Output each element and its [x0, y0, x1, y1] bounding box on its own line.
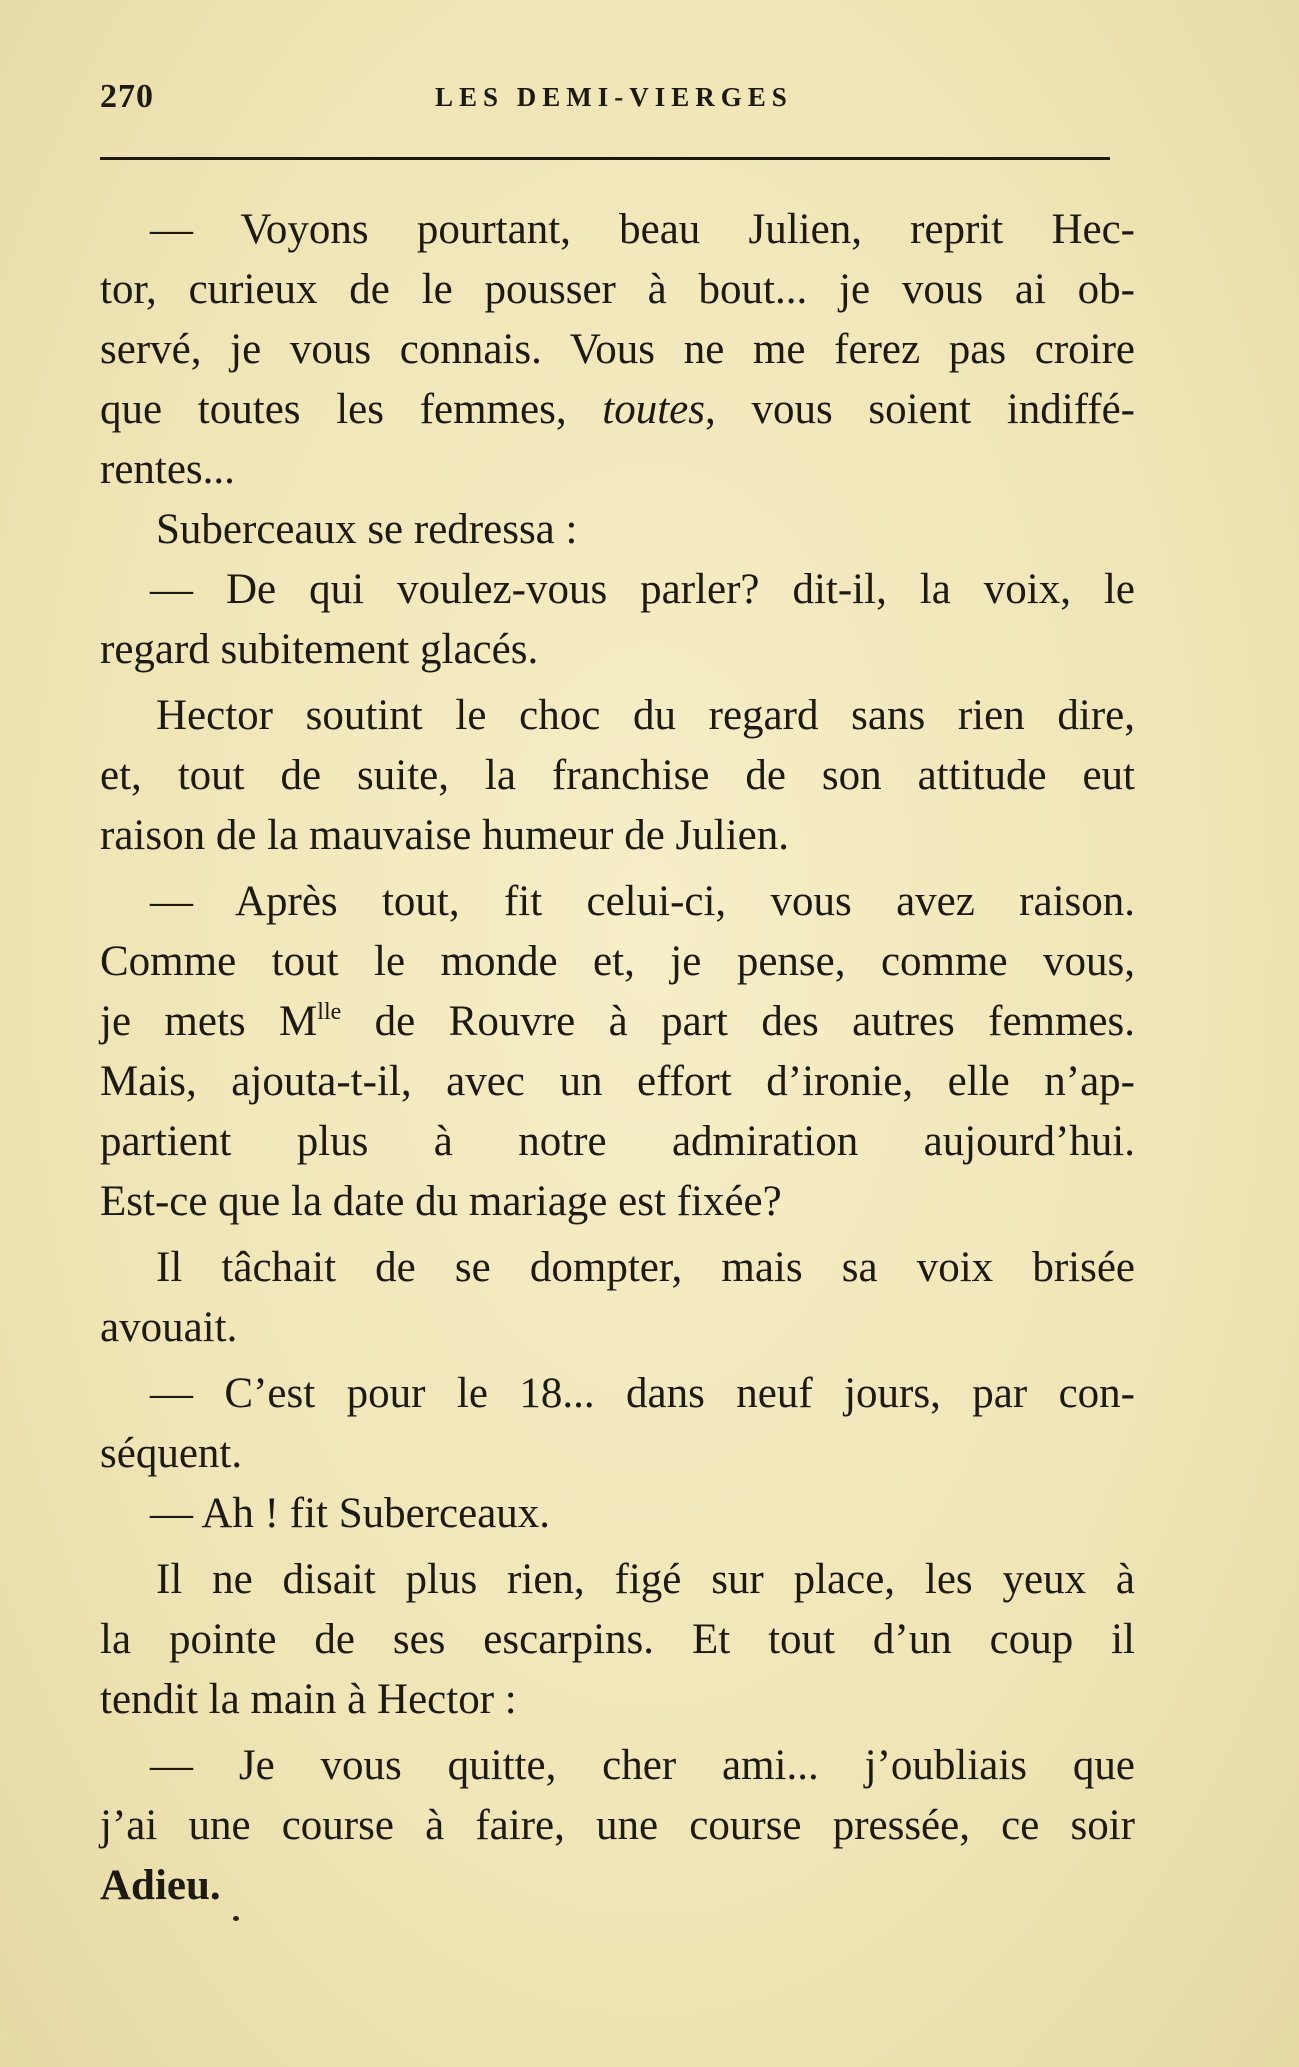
text-line: [100, 992, 1135, 1052]
text-line: [100, 932, 1135, 992]
text-line-content: — Voyons pourtant, beau Julien, reprit Hec-: [150, 206, 1135, 253]
text-line-content: Hector soutint le choc du regard sans rien dire,: [156, 692, 1135, 739]
text-line: [100, 1550, 1135, 1610]
page-number: 270: [100, 78, 154, 115]
text-line-content: Il tâchait de se dompter, mais sa voix brisée: [156, 1244, 1135, 1291]
text-line-content: rentes...: [100, 446, 235, 493]
text-line-content: partient plus à notre admiration aujourd’hui.: [100, 1118, 1135, 1165]
text-line: [100, 1856, 1135, 1916]
text-line: [100, 620, 1135, 680]
text-line: [100, 1052, 1135, 1112]
text-line-content: — De qui voulez-vous parler? dit-il, la voix, le: [150, 566, 1135, 613]
text-line-end: de Rouvre à part des autres femmes.: [341, 998, 1136, 1045]
body-text: [100, 200, 1135, 1916]
running-head: [100, 78, 1110, 128]
text-line: [100, 1610, 1135, 1670]
text-line-end: , vous soient indiffé-: [705, 386, 1135, 433]
text-line-content: raison de la mauvaise humeur de Julien.: [100, 812, 789, 859]
text-line-content: — Ah ! fit Suberceaux.: [150, 1490, 551, 1537]
text-line: [100, 1670, 1135, 1730]
text-line-content: j’ai une course à faire, une course pressée, ce soir: [100, 1802, 1135, 1849]
text-line: [100, 1796, 1135, 1856]
text-line-content: regard subitement glacés.: [100, 626, 539, 673]
text-line: [100, 872, 1135, 932]
text-line-content: Suberceaux se redressa :: [156, 506, 578, 553]
text-line-content: séquent.: [100, 1430, 243, 1477]
text-line: [100, 500, 1135, 560]
text-line-content: Adieu.: [100, 1862, 221, 1909]
text-line: [100, 440, 1135, 500]
text-line-content: — C’est pour le 18... dans neuf jours, par con-: [150, 1370, 1135, 1417]
text-line-content: avouait.: [100, 1304, 238, 1351]
text-line-start: je mets M: [100, 998, 318, 1045]
text-line: [100, 260, 1135, 320]
text-line-content: Il ne disait plus rien, figé sur place, les yeux à: [156, 1556, 1135, 1603]
italic-emphasis: toutes: [602, 386, 705, 433]
text-line: [100, 1736, 1135, 1796]
text-line: [100, 1424, 1135, 1484]
text-line-content: tor, curieux de le pousser à bout... je vous ai ob-: [100, 266, 1135, 313]
text-line-content: et, tout de suite, la franchise de son attitude eut: [100, 752, 1135, 799]
text-line-content: Est-ce que la date du mariage est fixée?: [100, 1178, 782, 1225]
text-line: [100, 200, 1135, 260]
text-line: [100, 1238, 1135, 1298]
text-line: [100, 1172, 1135, 1232]
text-line-content: la pointe de ses escarpins. Et tout d’un coup il: [100, 1616, 1135, 1663]
text-line: [100, 1298, 1135, 1358]
text-line: [100, 806, 1135, 866]
text-line: [100, 1364, 1135, 1424]
text-line-content: Comme tout le monde et, je pense, comme vous,: [100, 938, 1135, 985]
text-line: [100, 320, 1135, 380]
text-line-content: — Je vous quitte, cher ami... j’oubliais que: [150, 1742, 1135, 1789]
header-rule: [100, 157, 1110, 160]
text-line-content: Mais, ajouta-t-il, avec un effort d’ironie, elle n’ap-: [100, 1058, 1135, 1105]
text-line: [100, 380, 1135, 440]
text-line-content: tendit la main à Hector :: [100, 1676, 517, 1723]
text-line: [100, 560, 1135, 620]
text-line: [100, 746, 1135, 806]
text-line: [100, 686, 1135, 746]
running-title: LES DEMI-VIERGES: [435, 82, 793, 112]
text-line: [100, 1484, 1135, 1544]
ink-speck: [233, 1916, 239, 1921]
text-line-content: servé, je vous connais. Vous ne me ferez pas croire: [100, 326, 1135, 373]
text-line-start: que toutes les femmes,: [100, 386, 603, 433]
text-line-content: — Après tout, fit celui-ci, vous avez raison.: [150, 878, 1135, 925]
superscript-abbreviation: lle: [317, 999, 342, 1025]
text-line: [100, 1112, 1135, 1172]
